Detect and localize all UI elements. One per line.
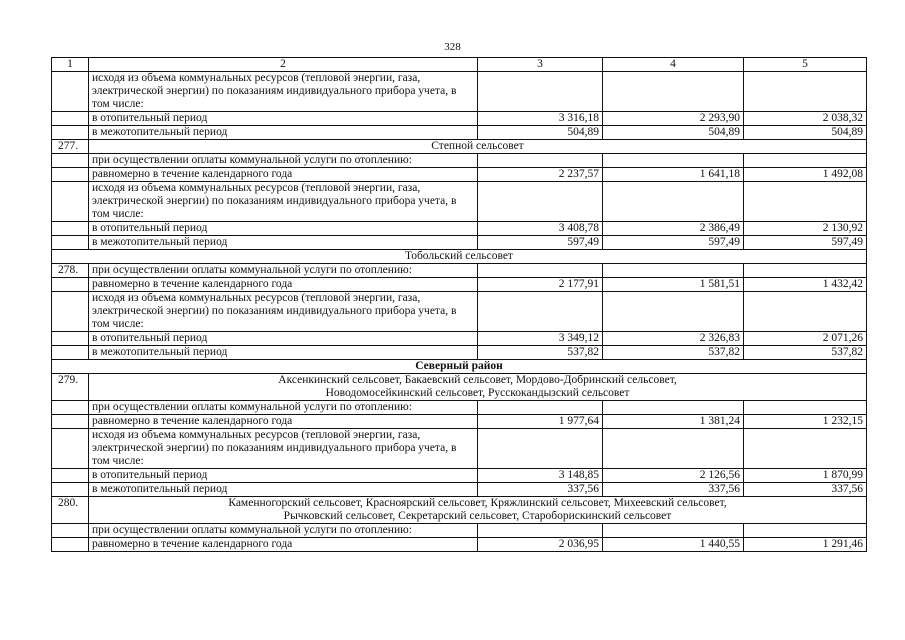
table-row: [52, 292, 867, 332]
section-title-line: Рычковский сельсовет, Секретарский сельсовет, Староборискинский сельсовет: [283, 510, 672, 522]
value-col-5: 2 130,92: [744, 222, 867, 236]
value-col-4: [603, 72, 744, 112]
row-number: [52, 483, 89, 497]
value-col-4: 504,89: [603, 126, 744, 140]
section-row: [52, 374, 867, 401]
row-number: [52, 524, 89, 538]
value-col-3: 2 177,91: [478, 278, 603, 292]
value-col-4: [603, 182, 744, 222]
row-number: [52, 346, 89, 360]
value-col-5: 504,89: [744, 126, 867, 140]
row-number: [52, 292, 89, 332]
row-description: при осуществлении оплаты коммунальной услуги по отоплению:: [89, 264, 478, 278]
row-number: [52, 222, 89, 236]
value-col-3: [478, 429, 603, 469]
value-col-5: 2 071,26: [744, 332, 867, 346]
page-number: 328: [444, 41, 461, 53]
value-col-5: [744, 524, 867, 538]
table-row: [52, 332, 867, 346]
row-description: исходя из объема коммунальных ресурсов (тепловой энергии, газа, электрической энергии) по показаниям индивидуального прибора учета, в том числе:: [89, 182, 478, 222]
value-col-3: [478, 264, 603, 278]
section-row: [52, 497, 867, 524]
row-description: при осуществлении оплаты коммунальной услуги по отоплению:: [89, 524, 478, 538]
value-col-3: 504,89: [478, 126, 603, 140]
row-description: равномерно в течение календарного года: [89, 415, 478, 429]
row-number: [52, 126, 89, 140]
value-col-5: 1 291,46: [744, 538, 867, 552]
value-col-5: [744, 429, 867, 469]
value-col-4: 2 326,83: [603, 332, 744, 346]
value-col-3: [478, 182, 603, 222]
row-description: в отопительный период: [89, 332, 478, 346]
value-col-3: 3 316,18: [478, 112, 603, 126]
value-col-3: [478, 72, 603, 112]
row-number: [52, 469, 89, 483]
value-col-5: 1 492,08: [744, 168, 867, 182]
row-number: [52, 332, 89, 346]
value-col-4: 1 641,18: [603, 168, 744, 182]
row-number: 277.: [52, 140, 89, 154]
value-col-3: 3 148,85: [478, 469, 603, 483]
table-row: [52, 538, 867, 552]
table-row: [52, 278, 867, 292]
row-number: [52, 112, 89, 126]
value-col-4: [603, 401, 744, 415]
row-description: равномерно в течение календарного года: [89, 538, 478, 552]
table-header-row: [52, 58, 867, 72]
row-number: [52, 168, 89, 182]
table-row: [52, 469, 867, 483]
row-number: [52, 182, 89, 222]
table-row: [52, 415, 867, 429]
value-col-4: [603, 292, 744, 332]
table-row: [52, 483, 867, 497]
value-col-3: [478, 401, 603, 415]
row-description: в отопительный период: [89, 469, 478, 483]
value-col-3: 597,49: [478, 236, 603, 250]
row-description: равномерно в течение календарного года: [89, 278, 478, 292]
column-header-1: 1: [52, 58, 89, 72]
table-row: [52, 154, 867, 168]
section-row: [52, 250, 867, 264]
row-number: [52, 415, 89, 429]
row-number: [52, 154, 89, 168]
section-title: [89, 497, 867, 524]
value-col-4: 537,82: [603, 346, 744, 360]
value-col-4: 337,56: [603, 483, 744, 497]
value-col-5: [744, 72, 867, 112]
value-col-5: [744, 292, 867, 332]
table-row: [52, 524, 867, 538]
row-description: в межотопительный период: [89, 236, 478, 250]
tariff-table: [51, 57, 867, 552]
value-col-4: [603, 524, 744, 538]
value-col-4: [603, 264, 744, 278]
row-description: исходя из объема коммунальных ресурсов (тепловой энергии, газа, электрической энергии) по показаниям индивидуального прибора учета, в том числе:: [89, 292, 478, 332]
row-number: [52, 278, 89, 292]
row-description: в межотопительный период: [89, 346, 478, 360]
table-row: [52, 346, 867, 360]
value-col-5: 537,82: [744, 346, 867, 360]
value-col-3: 1 977,64: [478, 415, 603, 429]
section-title: [89, 374, 867, 401]
row-description: при осуществлении оплаты коммунальной услуги по отоплению:: [89, 401, 478, 415]
value-col-3: 337,56: [478, 483, 603, 497]
value-col-4: 1 581,51: [603, 278, 744, 292]
section-title-line: Новодомосейкинский сельсовет, Русскокандызский сельсовет: [325, 387, 630, 399]
value-col-5: 1 870,99: [744, 469, 867, 483]
section-title: Степной сельсовет: [89, 140, 867, 154]
value-col-3: 3 408,78: [478, 222, 603, 236]
value-col-5: [744, 264, 867, 278]
value-col-4: 2 386,49: [603, 222, 744, 236]
value-col-3: 2 036,95: [478, 538, 603, 552]
table-row: [52, 429, 867, 469]
value-col-5: [744, 182, 867, 222]
value-col-3: [478, 154, 603, 168]
value-col-3: 3 349,12: [478, 332, 603, 346]
value-col-4: 597,49: [603, 236, 744, 250]
row-description: в межотопительный период: [89, 483, 478, 497]
row-description: при осуществлении оплаты коммунальной услуги по отоплению:: [89, 154, 478, 168]
section-row: [52, 140, 867, 154]
column-header-2: 2: [89, 58, 478, 72]
district-title: Северный район: [52, 360, 867, 374]
table-row: [52, 182, 867, 222]
row-number: [52, 72, 89, 112]
row-description: равномерно в течение календарного года: [89, 168, 478, 182]
column-header-3: 3: [478, 58, 603, 72]
table-row: [52, 236, 867, 250]
row-number: [52, 236, 89, 250]
table-row: [52, 401, 867, 415]
value-col-5: 1 232,15: [744, 415, 867, 429]
table-row: [52, 264, 867, 278]
table-row: [52, 168, 867, 182]
value-col-3: [478, 292, 603, 332]
row-description: в межотопительный период: [89, 126, 478, 140]
table-row: [52, 126, 867, 140]
row-description: в отопительный период: [89, 112, 478, 126]
value-col-5: 597,49: [744, 236, 867, 250]
row-number: 280.: [52, 497, 89, 524]
column-header-4: 4: [603, 58, 744, 72]
table-row: [52, 112, 867, 126]
section-title: Тобольский сельсовет: [52, 250, 867, 264]
value-col-4: 1 440,55: [603, 538, 744, 552]
value-col-4: 2 293,90: [603, 112, 744, 126]
value-col-4: 1 381,24: [603, 415, 744, 429]
table-row: [52, 72, 867, 112]
value-col-3: 537,82: [478, 346, 603, 360]
value-col-5: 337,56: [744, 483, 867, 497]
row-description: в отопительный период: [89, 222, 478, 236]
row-number: 278.: [52, 264, 89, 278]
value-col-4: [603, 154, 744, 168]
row-number: [52, 401, 89, 415]
row-description: исходя из объема коммунальных ресурсов (тепловой энергии, газа, электрической энергии) по показаниям индивидуального прибора учета, в том числе:: [89, 429, 478, 469]
section-title-line: Каменногорский сельсовет, Красноярский сельсовет, Кряжлинский сельсовет, Михеевский сельсовет,: [228, 497, 727, 509]
row-number: [52, 429, 89, 469]
value-col-5: [744, 154, 867, 168]
value-col-5: 2 038,32: [744, 112, 867, 126]
column-header-5: 5: [744, 58, 867, 72]
row-description: исходя из объема коммунальных ресурсов (тепловой энергии, газа, электрической энергии) по показаниям индивидуального прибора учета, в том числе:: [89, 72, 478, 112]
value-col-5: [744, 401, 867, 415]
district-row: [52, 360, 867, 374]
value-col-5: 1 432,42: [744, 278, 867, 292]
value-col-3: [478, 524, 603, 538]
row-number: [52, 538, 89, 552]
value-col-4: [603, 429, 744, 469]
value-col-3: 2 237,57: [478, 168, 603, 182]
table-row: [52, 222, 867, 236]
section-title-line: Аксенкинский сельсовет, Бакаевский сельсовет, Мордово-Добринский сельсовет,: [278, 374, 677, 386]
value-col-4: 2 126,56: [603, 469, 744, 483]
row-number: 279.: [52, 374, 89, 401]
